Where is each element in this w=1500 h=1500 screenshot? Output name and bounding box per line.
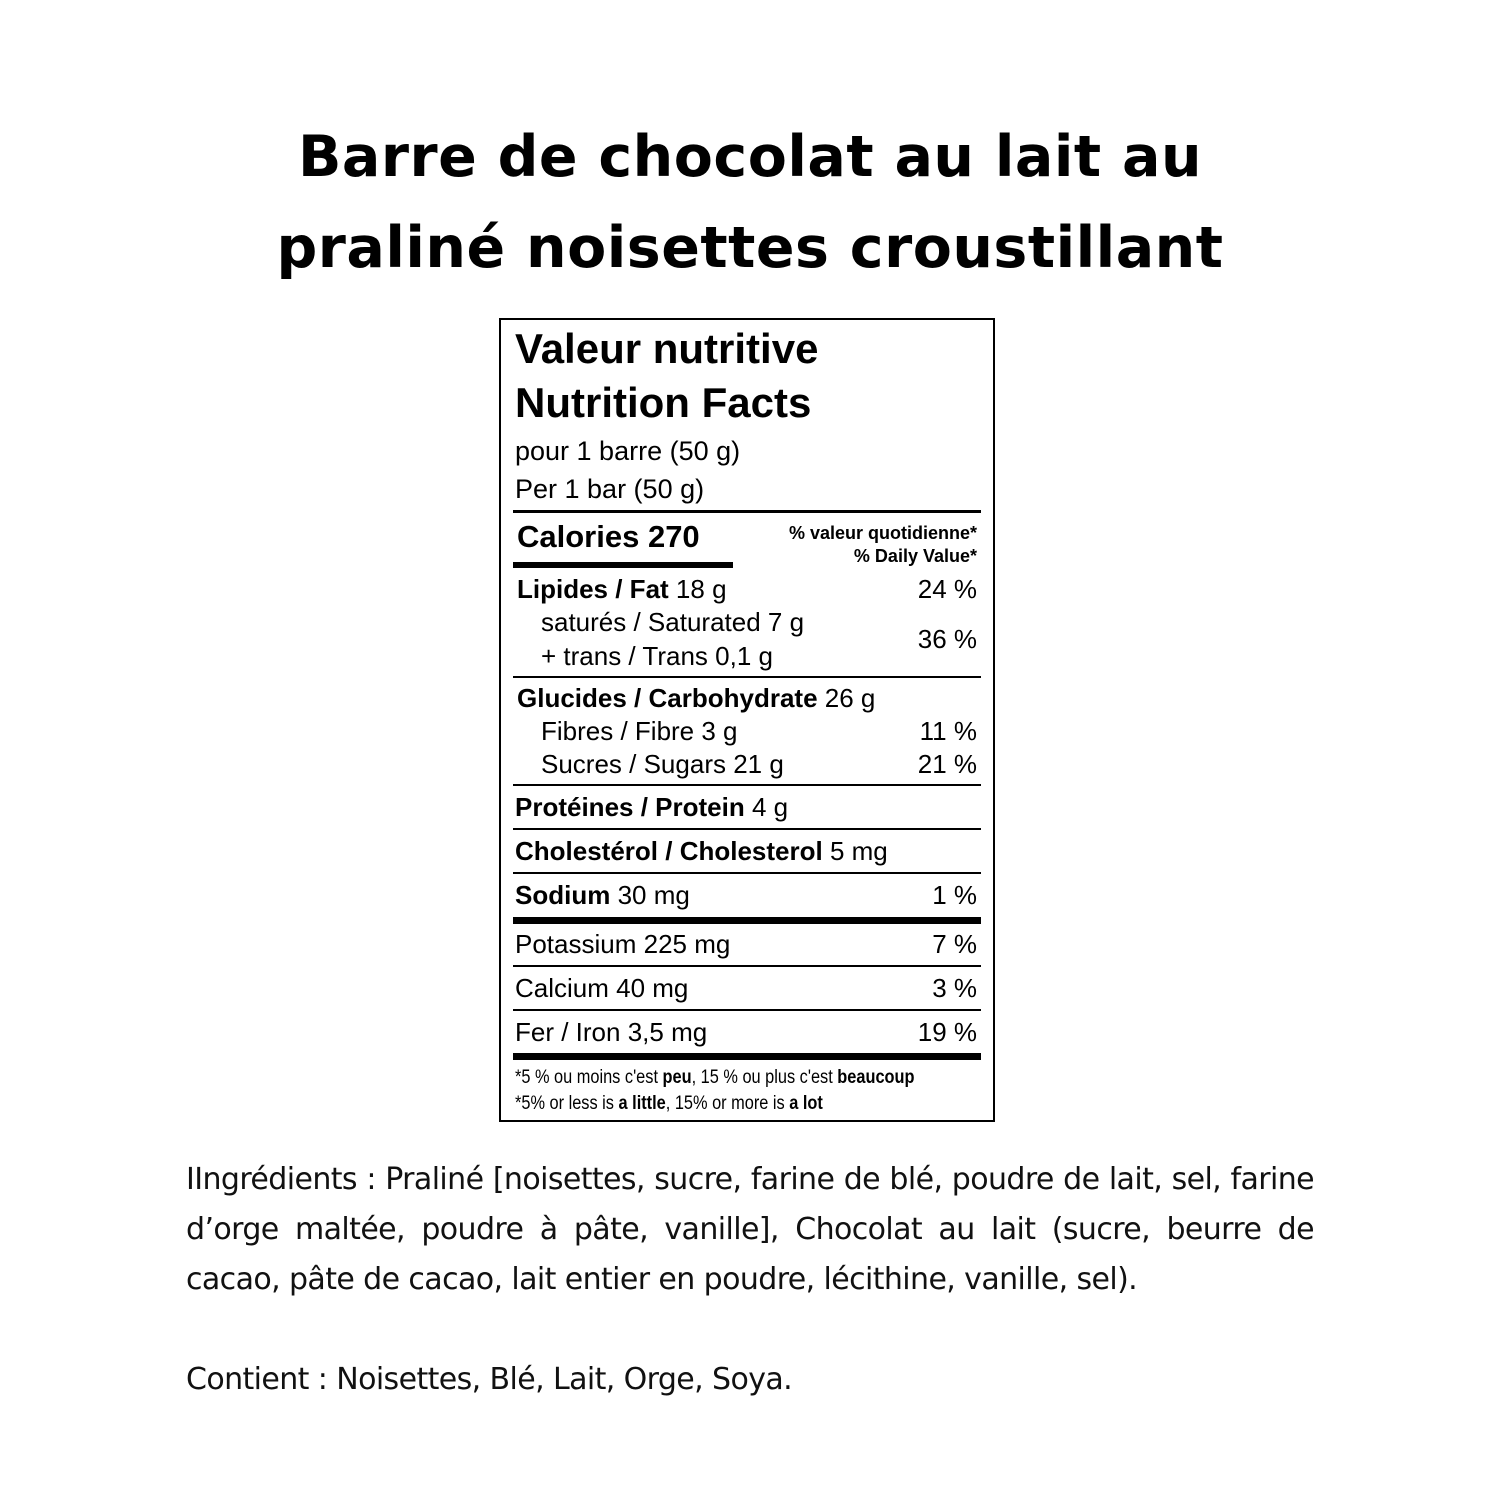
fibre-row: Fibres / Fibre 3 g — [541, 716, 738, 746]
fibre-dv: 11 % — [919, 716, 977, 746]
calcium-row: Calcium 40 mg — [515, 973, 689, 1003]
footnote-fr — [515, 1065, 914, 1090]
footnote-fr-part: , 15 % ou plus c'est — [691, 1067, 838, 1088]
daily-value-header-en: % Daily Value* — [853, 546, 977, 566]
potassium-row: Potassium 225 mg — [515, 929, 731, 959]
footnote-fr-bold: beaucoup — [837, 1067, 915, 1088]
footnote-fr-bold: peu — [662, 1067, 692, 1088]
divider — [513, 676, 981, 678]
nutrition-facts-table — [499, 318, 995, 1122]
calcium-dv: 3 % — [932, 973, 977, 1003]
footnote-fr-part: *5 % ou moins c'est — [515, 1067, 663, 1088]
potassium-dv: 7 % — [932, 929, 977, 959]
thick-divider — [513, 917, 981, 924]
calories: Calories 270 — [517, 519, 700, 554]
nutrition-heading-en: Nutrition Facts — [515, 379, 812, 426]
carbohydrate-label: Glucides / Carbohydrate — [517, 683, 818, 713]
ingredients-text: IIngrédients : Praliné [noisettes, sucre, farine de blé, poudre de lait, sel, farine d’orge maltée, poudre à pâte, vanille], Chocolat au lait (sucre, beurre de cacao, pâte de cacao, lait entier en poudre, lécithine, vanille, sel). — [186, 1162, 1314, 1297]
fat-label: Lipides / Fat — [517, 574, 669, 604]
product-title-line-1: Barre de chocolat au lait au — [297, 124, 1203, 190]
protein-row — [515, 791, 788, 823]
fat-amount: 18 g — [675, 574, 727, 604]
carbohydrate-row — [517, 682, 875, 714]
iron-dv: 19 % — [917, 1017, 977, 1047]
sodium-dv: 1 % — [932, 880, 977, 910]
saturated-row: saturés / Saturated 7 g — [541, 607, 805, 637]
protein-amount: 4 g — [751, 792, 789, 822]
footnote-en-part: , 15% or more is — [665, 1093, 790, 1114]
product-title-line-2: praliné noisettes croustillant — [276, 215, 1224, 281]
allergens-text: Contient : Noisettes, Blé, Lait, Orge, Soya. — [186, 1362, 793, 1397]
cholesterol-row — [515, 835, 888, 867]
fat-dv: 24 % — [917, 574, 977, 604]
sodium-row — [515, 879, 690, 911]
divider — [513, 784, 981, 786]
cholesterol-label: Cholestérol / Cholesterol — [515, 836, 823, 866]
divider — [513, 510, 981, 513]
daily-value-header-fr: % valeur quotidienne* — [788, 523, 977, 543]
calories-underline — [513, 562, 733, 568]
divider — [513, 965, 981, 967]
divider — [513, 872, 981, 874]
divider — [513, 1009, 981, 1011]
trans-row: + trans / Trans 0,1 g — [541, 641, 773, 671]
divider — [513, 828, 981, 830]
sodium-label: Sodium — [515, 880, 611, 910]
protein-label: Protéines / Protein — [515, 792, 745, 822]
fat-row — [517, 573, 727, 605]
cholesterol-amount: 5 mg — [829, 836, 888, 866]
footnote-en — [515, 1091, 823, 1116]
sugars-dv: 21 % — [917, 749, 977, 779]
sugars-row: Sucres / Sugars 21 g — [541, 749, 784, 779]
sodium-amount: 30 mg — [617, 880, 690, 910]
carbohydrate-amount: 26 g — [824, 683, 876, 713]
serving-size-en: Per 1 bar (50 g) — [515, 474, 705, 504]
thick-divider — [513, 1053, 981, 1060]
footnote-en-part: *5% or less is — [515, 1093, 619, 1114]
footnote-en-bold: a lot — [789, 1093, 823, 1114]
serving-size-fr: pour 1 barre (50 g) — [515, 436, 741, 466]
footnote-en-bold: a little — [618, 1093, 666, 1114]
product-title — [0, 112, 1500, 294]
saturated-trans-dv: 36 % — [917, 624, 977, 654]
nutrition-heading-fr: Valeur nutritive — [515, 325, 819, 372]
iron-row: Fer / Iron 3,5 mg — [515, 1017, 708, 1047]
